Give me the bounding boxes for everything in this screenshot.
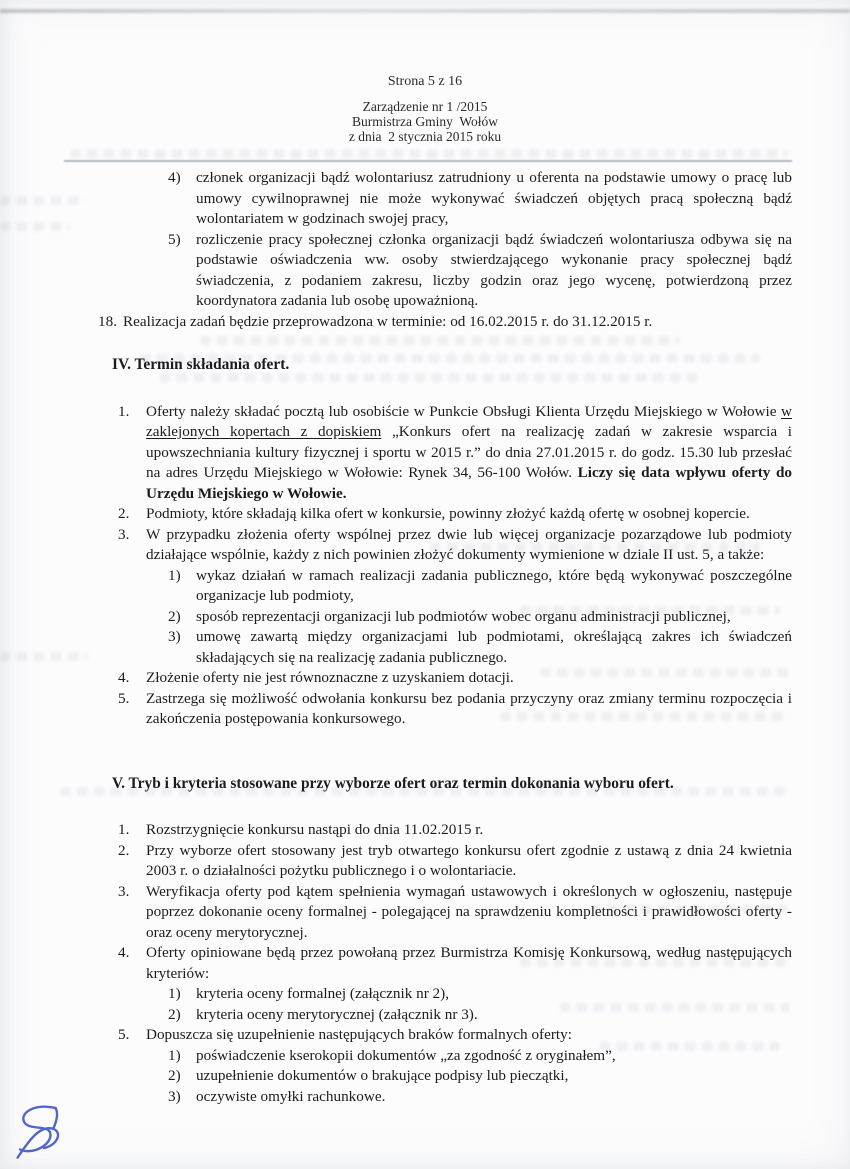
item-marker: 3. (118, 525, 130, 543)
item-text: Dopuszcza się uzupełnienie następujących braków formalnych oferty: (146, 1026, 572, 1043)
list-item (98, 402, 792, 505)
list-item (98, 1046, 792, 1067)
item-text-underlined: w zaklejonych kopertach z dopiskiem (146, 402, 792, 440)
order-title: Zarządzenie nr 1 /2015 (362, 99, 488, 114)
item-text: Zastrzega się możliwość odwołania konkursu bez podania przyczyny oraz zmiany terminu rozpoczęcia i zakończenia postępowania konkursowego. (146, 689, 792, 727)
item-marker: 5. (118, 689, 130, 707)
item-marker: 2) (168, 607, 181, 625)
list-item (98, 882, 792, 944)
item-text-segment: Oferty należy składać pocztą lub osobiście w Punkcie Obsługi Klienta Urzędu Miejskiego w Wołowie (146, 402, 782, 420)
item-marker: 2. (118, 841, 130, 859)
item-text: kryteria oceny formalnej (załącznik nr 2), (196, 985, 449, 1002)
item-text: Złożenie oferty nie jest równoznaczne z uzyskaniem dotacji. (146, 669, 514, 686)
item-text-segment: „Konkurs ofert na realizację zadań w zakresie wsparcia i upowszechniania kultury fizycznej i sportu w 2015 r.” do dnia 27.01.2015 r. do godz. 15.30 lub przesłać na adres Urzędu Miejskiego w Wołowie: Rynek 34, 56-100 Wołów. (146, 423, 792, 481)
item-text: Realizacja zadań będzie przeprowadzona w terminie: od 16.02.2015 r. do 31.12.2015 r. (123, 312, 653, 330)
item-marker: 3. (118, 882, 130, 900)
bleedthrough-artifact (0, 222, 70, 231)
item-marker: 1) (168, 566, 181, 584)
item-text: kryteria oceny merytorycznej (załącznik nr 3). (196, 1005, 478, 1023)
item-marker: 1. (118, 821, 130, 838)
item-text: Weryfikacja oferty pod kątem spełnienia wymagań ustawowych i określonych w ogłoszeniu, następuje poprzez dokonanie oceny formalnej - polegającej na sprawdzeniu kompletności i prawidłowości oferty - oraz oceny merytorycznej. (146, 882, 792, 941)
item-marker: 4. (118, 944, 130, 961)
bleedthrough-artifact (0, 196, 86, 205)
page-header (0, 74, 850, 144)
bleedthrough-artifact (0, 652, 88, 661)
item-marker: 3) (168, 628, 181, 645)
item-marker: 4. (118, 669, 130, 686)
item-marker: 5) (168, 230, 181, 248)
list-item (98, 627, 792, 668)
scanner-edge-artifact (0, 9, 850, 13)
item-marker: 2) (168, 1067, 181, 1084)
item-text: oczywiste omyłki rachunkowe. (196, 1087, 386, 1105)
list-item (98, 841, 792, 882)
item-text: poświadczenie kserokopii dokumentów „za zgodność z oryginałem”, (196, 1046, 616, 1064)
list-item (98, 566, 792, 607)
list-item (98, 984, 792, 1005)
handwritten-signature-initials (5, 1095, 79, 1166)
bleedthrough-artifact (70, 149, 788, 158)
item-text: W przypadku złożenia oferty wspólnej przez dwie lub więcej organizacje pozarządowe lub podmioty działające wspólnie, każdy z nich powinien złożyć dokumenty wymienione w dziale II ust. 5, a także: (146, 525, 792, 563)
item-marker: 3) (168, 1087, 181, 1105)
item-marker: 18. (98, 312, 117, 330)
list-item (98, 943, 792, 984)
list-item (98, 168, 792, 230)
item-text: Przy wyborze ofert stosowany jest tryb otwartego konkursu ofert zgodnie z ustawą z dnia 24 kwietnia 2003 r. o działalności pożytku publicznego i o wolontariacie. (146, 841, 792, 879)
list-item (98, 525, 792, 566)
item-text (146, 402, 792, 505)
list-item (98, 1005, 792, 1026)
item-text: członek organizacji bądź wolontariusz zatrudniony u oferenta na podstawie umowy o pracę lub umowy cywilnoprawnej nie może wykonywać świadczeń objętych pracą społeczną bądź wolontariatem w godzinach swojej pracy, (196, 169, 792, 227)
list-item (98, 1066, 792, 1087)
item-marker: 1) (168, 1046, 181, 1064)
issuer-line: Burmistrza Gminy Wołów (351, 114, 499, 129)
list-item (98, 312, 792, 333)
list-item (98, 689, 792, 730)
divider-rule (64, 160, 792, 162)
document-body (98, 168, 792, 1107)
item-marker: 2) (168, 1005, 181, 1023)
date-line: z dnia 2 stycznia 2015 roku (348, 129, 502, 144)
list-item (98, 607, 792, 628)
item-text: Podmioty, które składają kilka ofert w konkursie, powinny złożyć każdą ofertę w osobnej kopercie. (146, 505, 750, 522)
list-item (98, 668, 792, 689)
item-marker: 4) (168, 169, 181, 186)
item-text: rozliczenie pracy społecznej członka organizacji bądź świadczeń wolontariusza odbywa się na podstawie oświadczenia ww. osoby stwierdzającego wykonanie pracy społecznej bądź świadczenia, z podaniem zakresu, liczby godzin oraz jego wycenę, potwierdzoną przez koordynatora zadania lub osobę upoważnioną. (196, 230, 792, 309)
list-item (98, 1087, 792, 1108)
item-text: uzupełnienie dokumentów o brakujące podpisy lub pieczątki, (196, 1067, 569, 1084)
item-text-bold: Liczy się data wpływu oferty do Urzędu Miejskiego w Wołowie. (146, 464, 792, 502)
item-marker: 2. (118, 505, 130, 522)
item-text: umowę zawartą między organizacjami lub podmiotami, określającą zakres ich świadczeń składających się na realizację zadania publicznego. (196, 628, 792, 666)
item-text: wykaz działań w ramach realizacji zadania publicznego, które będą wykonywać poszczególne organizacje lub podmioty, (196, 566, 792, 604)
item-text: Rozstrzygnięcie konkursu nastąpi do dnia 11.02.2015 r. (146, 821, 484, 838)
item-text: Oferty opiniowane będą przez powołaną przez Burmistrza Komisję Konkursową, według następujących kryteriów: (146, 944, 792, 982)
item-marker: 1) (168, 985, 181, 1002)
list-item (98, 504, 792, 525)
page-number: Strona 5 z 16 (387, 74, 463, 89)
section-iv-heading: IV. Termin składania ofert. (112, 356, 290, 373)
item-marker: 5. (118, 1026, 130, 1043)
list-item (98, 230, 792, 312)
item-text: sposób reprezentacji organizacji lub podmiotów wobec organu administracji publicznej, (196, 607, 731, 625)
section-v-heading: V. Tryb i kryteria stosowane przy wyborze ofert oraz termin dokonania wyboru ofert. (112, 774, 674, 792)
list-item (98, 820, 792, 841)
item-marker: 1. (118, 402, 130, 420)
list-item (98, 1025, 792, 1046)
